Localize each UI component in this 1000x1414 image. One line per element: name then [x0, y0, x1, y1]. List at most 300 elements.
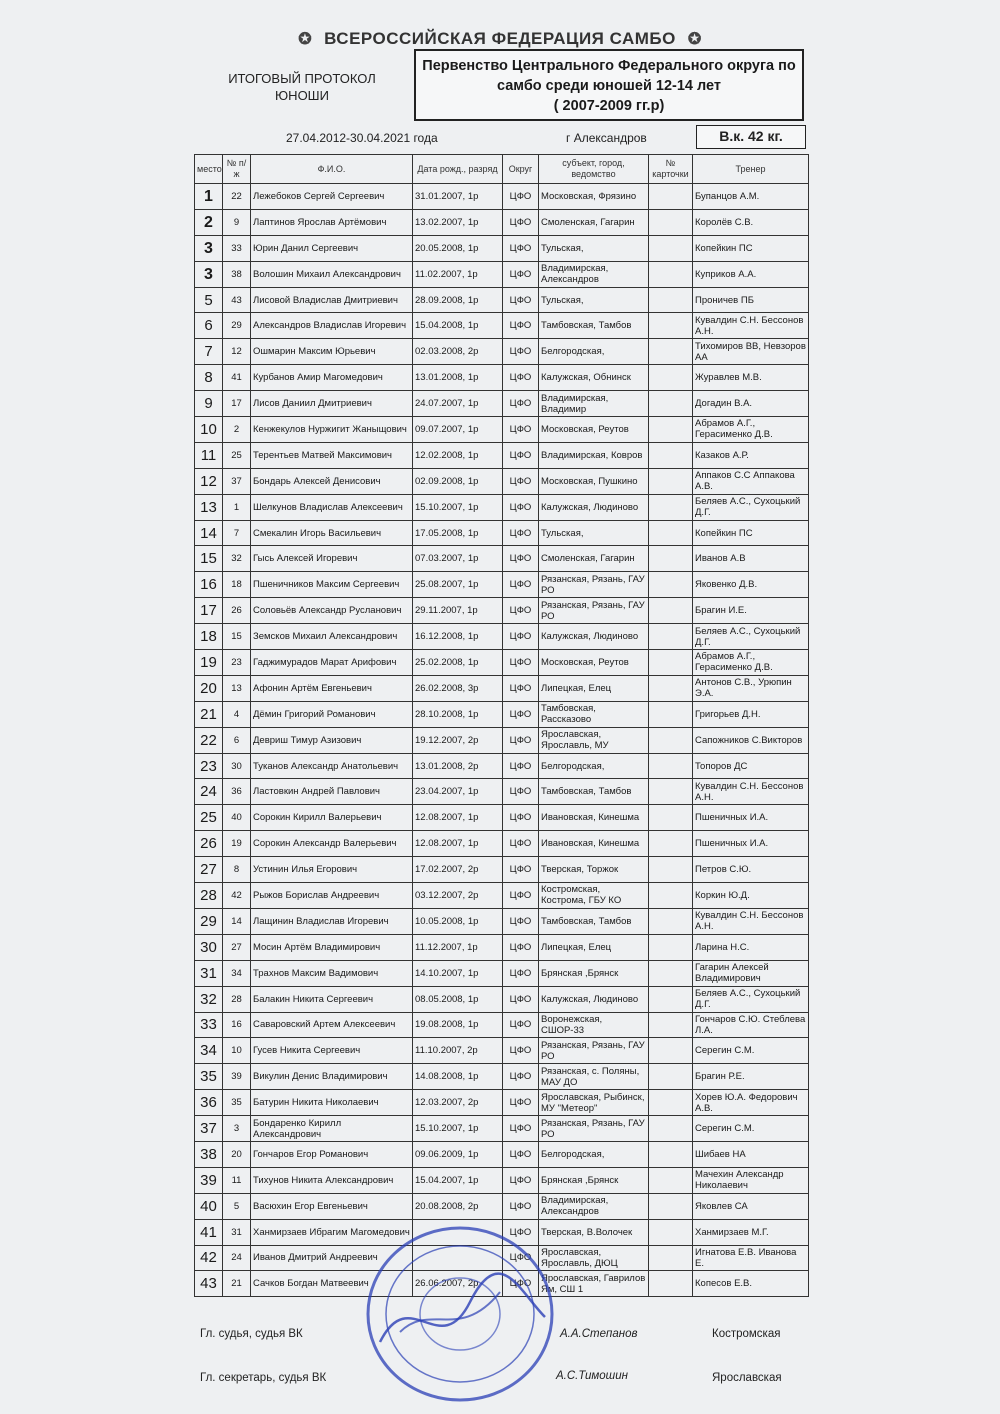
place-cell: 10	[195, 417, 223, 443]
number-cell: 24	[223, 1245, 251, 1271]
card-cell	[649, 494, 693, 520]
col-header-birth: Дата рожд., разряд	[413, 155, 503, 184]
name-cell: Тихунов Никита Александрович	[251, 1167, 413, 1193]
championship-line-2: самбо среди юношей 12-14 лет	[496, 78, 721, 94]
number-cell: 4	[223, 701, 251, 727]
coach-cell: Брагин И.Е.	[693, 598, 809, 624]
name-cell: Викулин Денис Владимирович	[251, 1064, 413, 1090]
region-cell: Московская, Реутов	[539, 417, 649, 443]
okrug-cell: ЦФО	[503, 184, 539, 210]
region-cell: Московская, Фрязино	[539, 184, 649, 210]
place-cell: 19	[195, 650, 223, 676]
coach-cell: Шибаев НА	[693, 1141, 809, 1167]
name-cell: Девриш Тимур Азизович	[251, 727, 413, 753]
region-cell: Калужская, Обнинск	[539, 365, 649, 391]
table-row	[195, 494, 809, 520]
number-cell: 27	[223, 934, 251, 960]
name-cell: Лисов Даниил Дмитриевич	[251, 391, 413, 417]
number-cell: 30	[223, 753, 251, 779]
region-cell: Рязанская, Рязань, ГАУ РО	[539, 598, 649, 624]
chief-judge-region: Костромская	[712, 1328, 781, 1340]
birth-cell: 14.08.2008, 1р	[413, 1064, 503, 1090]
number-cell: 31	[223, 1219, 251, 1245]
number-cell: 17	[223, 391, 251, 417]
number-cell: 29	[223, 313, 251, 339]
number-cell: 14	[223, 908, 251, 934]
birth-cell: 12.03.2007, 2р	[413, 1090, 503, 1116]
table-row	[195, 572, 809, 598]
name-cell: Саваровский Артем Алексеевич	[251, 1012, 413, 1038]
place-cell: 41	[195, 1219, 223, 1245]
card-cell	[649, 986, 693, 1012]
birth-cell: 12.08.2007, 1р	[413, 805, 503, 831]
number-cell: 6	[223, 727, 251, 753]
coach-cell: Копесов Е.В.	[693, 1271, 809, 1297]
name-cell: Кенжекулов Нуржигит Жаныщович	[251, 417, 413, 443]
card-cell	[649, 1116, 693, 1142]
place-cell: 16	[195, 572, 223, 598]
secretary-label: Гл. секретарь, судья ВК	[200, 1372, 327, 1384]
name-cell: Смекалин Игорь Васильевич	[251, 520, 413, 546]
okrug-cell: ЦФО	[503, 261, 539, 287]
place-cell: 12	[195, 468, 223, 494]
name-cell: Бондарь Алексей Денисович	[251, 468, 413, 494]
number-cell: 7	[223, 520, 251, 546]
card-cell	[649, 209, 693, 235]
place-cell: 15	[195, 546, 223, 572]
birth-cell: 17.05.2008, 1р	[413, 520, 503, 546]
okrug-cell: ЦФО	[503, 365, 539, 391]
region-cell: Владимирская, Ковров	[539, 442, 649, 468]
number-cell: 37	[223, 468, 251, 494]
coach-cell: Абрамов А.Г., Герасименко Д.В.	[693, 417, 809, 443]
table-row	[195, 986, 809, 1012]
number-cell: 33	[223, 235, 251, 261]
okrug-cell: ЦФО	[503, 235, 539, 261]
name-cell: Рыжов Борислав Андреевич	[251, 883, 413, 909]
birth-cell: 13.01.2008, 1р	[413, 365, 503, 391]
table-row	[195, 1167, 809, 1193]
place-cell: 26	[195, 831, 223, 857]
region-cell: Тульская,	[539, 235, 649, 261]
number-cell: 36	[223, 779, 251, 805]
okrug-cell: ЦФО	[503, 986, 539, 1012]
table-row	[195, 624, 809, 650]
name-cell: Мосин Артём Владимирович	[251, 934, 413, 960]
coach-cell: Топоров ДС	[693, 753, 809, 779]
region-cell: Ивановская, Кинешма	[539, 805, 649, 831]
okrug-cell: ЦФО	[503, 494, 539, 520]
okrug-cell: ЦФО	[503, 624, 539, 650]
card-cell	[649, 1167, 693, 1193]
birth-cell: 13.01.2008, 2р	[413, 753, 503, 779]
region-cell: Ивановская, Кинешма	[539, 831, 649, 857]
number-cell: 9	[223, 209, 251, 235]
card-cell	[649, 831, 693, 857]
card-cell	[649, 184, 693, 210]
coach-cell: Гончаров С.Ю. Стеблева Л.А.	[693, 1012, 809, 1038]
birth-cell: 02.03.2008, 2р	[413, 339, 503, 365]
table-row	[195, 261, 809, 287]
card-cell	[649, 1193, 693, 1219]
card-cell	[649, 572, 693, 598]
table-row	[195, 701, 809, 727]
number-cell: 26	[223, 598, 251, 624]
table-row	[195, 857, 809, 883]
place-cell: 14	[195, 520, 223, 546]
region-cell: Тамбовская, Рассказово	[539, 701, 649, 727]
birth-cell: 29.11.2007, 1р	[413, 598, 503, 624]
okrug-cell: ЦФО	[503, 857, 539, 883]
number-cell: 28	[223, 986, 251, 1012]
number-cell: 34	[223, 960, 251, 986]
birth-cell: 07.03.2007, 1р	[413, 546, 503, 572]
okrug-cell: ЦФО	[503, 1038, 539, 1064]
region-cell: Белгородская,	[539, 1141, 649, 1167]
birth-cell: 25.08.2007, 1р	[413, 572, 503, 598]
okrug-cell: ЦФО	[503, 960, 539, 986]
results-table-body	[195, 184, 809, 1297]
place-cell: 3	[195, 261, 223, 287]
birth-cell: 16.12.2008, 1р	[413, 624, 503, 650]
coach-cell: Серегин С.М.	[693, 1038, 809, 1064]
place-cell: 5	[195, 287, 223, 313]
name-cell: Трахнов Максим Вадимович	[251, 960, 413, 986]
okrug-cell: ЦФО	[503, 753, 539, 779]
region-cell: Московская, Пушкино	[539, 468, 649, 494]
region-cell: Липецкая, Елец	[539, 675, 649, 701]
coach-cell: Мачехин Александр Николаевич	[693, 1167, 809, 1193]
table-row	[195, 960, 809, 986]
table-row	[195, 1116, 809, 1142]
region-cell: Ярославская, Гаврилов Ям, СШ 1	[539, 1271, 649, 1297]
region-cell: Калужская, Людиново	[539, 494, 649, 520]
coach-cell: Кувалдин С.Н. Бессонов А.Н.	[693, 908, 809, 934]
number-cell: 41	[223, 365, 251, 391]
okrug-cell: ЦФО	[503, 313, 539, 339]
region-cell: Тульская,	[539, 520, 649, 546]
birth-cell: 15.10.2007, 1р	[413, 494, 503, 520]
table-row	[195, 598, 809, 624]
name-cell: Соловьёв Александр Русланович	[251, 598, 413, 624]
card-cell	[649, 805, 693, 831]
okrug-cell: ЦФО	[503, 1141, 539, 1167]
name-cell: Лисовой Владислав Дмитриевич	[251, 287, 413, 313]
secretary-name: А.С.Тимошин	[556, 1370, 628, 1382]
col-header-card: № карточки	[649, 155, 693, 184]
secretary-region: Ярославская	[712, 1372, 782, 1384]
region-cell: Тамбовская, Тамбов	[539, 779, 649, 805]
region-cell: Тверская, В.Волочек	[539, 1219, 649, 1245]
card-cell	[649, 779, 693, 805]
birth-cell: 26.06.2007, 2р	[413, 1271, 503, 1297]
place-cell: 28	[195, 883, 223, 909]
birth-cell: 20.08.2008, 2р	[413, 1193, 503, 1219]
okrug-cell: ЦФО	[503, 1219, 539, 1245]
championship-title-box	[414, 49, 804, 121]
place-cell: 18	[195, 624, 223, 650]
okrug-cell: ЦФО	[503, 209, 539, 235]
birth-cell: 09.07.2007, 1р	[413, 417, 503, 443]
col-header-region: субъект, город, ведомство	[539, 155, 649, 184]
okrug-cell: ЦФО	[503, 1012, 539, 1038]
card-cell	[649, 598, 693, 624]
table-row	[195, 831, 809, 857]
protocol-category: ЮНОШИ	[275, 88, 329, 103]
coach-cell: Аппаков С.С Аппакова А.В.	[693, 468, 809, 494]
region-cell: Костромская, Кострома, ГБУ КО	[539, 883, 649, 909]
name-cell: Лаптинов Ярослав Артёмович	[251, 209, 413, 235]
region-cell: Ярославская, Рыбинск, МУ "Метеор"	[539, 1090, 649, 1116]
birth-cell: 02.09.2008, 1р	[413, 468, 503, 494]
okrug-cell: ЦФО	[503, 442, 539, 468]
name-cell: Курбанов Амир Магомедович	[251, 365, 413, 391]
region-cell: Рязанская, Рязань, ГАУ РО	[539, 1038, 649, 1064]
place-cell: 11	[195, 442, 223, 468]
okrug-cell: ЦФО	[503, 1245, 539, 1271]
table-row	[195, 727, 809, 753]
region-cell: Брянская ,Брянск	[539, 960, 649, 986]
place-cell: 24	[195, 779, 223, 805]
card-cell	[649, 391, 693, 417]
coach-cell: Королёв С.В.	[693, 209, 809, 235]
place-cell: 29	[195, 908, 223, 934]
okrug-cell: ЦФО	[503, 417, 539, 443]
card-cell	[649, 1012, 693, 1038]
official-stamp	[360, 1222, 560, 1407]
region-cell: Владимирская, Владимир	[539, 391, 649, 417]
name-cell: Терентьев Матвей Максимович	[251, 442, 413, 468]
name-cell: Гаджимурадов Марат Арифович	[251, 650, 413, 676]
okrug-cell: ЦФО	[503, 727, 539, 753]
card-cell	[649, 468, 693, 494]
name-cell: Земсков Михаил Александрович	[251, 624, 413, 650]
coach-cell: Копейкин ПС	[693, 520, 809, 546]
name-cell: Туканов Александр Анатольевич	[251, 753, 413, 779]
name-cell: Васюхин Егор Евгеньевич	[251, 1193, 413, 1219]
name-cell: Ошмарин Максим Юрьевич	[251, 339, 413, 365]
weight-category: В.к. 42 кг.	[696, 125, 806, 149]
table-row	[195, 235, 809, 261]
card-cell	[649, 1090, 693, 1116]
region-cell: Тульская,	[539, 287, 649, 313]
col-header-place: место	[195, 155, 223, 184]
name-cell: Ластовкин Андрей Павлович	[251, 779, 413, 805]
name-cell: Гусев Никита Сергеевич	[251, 1038, 413, 1064]
chief-judge-name: А.А.Степанов	[560, 1328, 638, 1340]
okrug-cell: ЦФО	[503, 572, 539, 598]
name-cell: Сачков Богдан Матвеевич	[251, 1271, 413, 1297]
place-cell: 13	[195, 494, 223, 520]
okrug-cell: ЦФО	[503, 883, 539, 909]
birth-cell: 15.04.2008, 1р	[413, 313, 503, 339]
name-cell: Волошин Михаил Александрович	[251, 261, 413, 287]
number-cell: 11	[223, 1167, 251, 1193]
place-cell: 38	[195, 1141, 223, 1167]
championship-line-1: Первенство Центрального Федерального округа по	[422, 58, 796, 74]
table-row	[195, 1141, 809, 1167]
card-cell	[649, 727, 693, 753]
okrug-cell: ЦФО	[503, 675, 539, 701]
place-cell: 7	[195, 339, 223, 365]
table-row	[195, 1090, 809, 1116]
card-cell	[649, 313, 693, 339]
table-row	[195, 779, 809, 805]
card-cell	[649, 365, 693, 391]
card-cell	[649, 1038, 693, 1064]
card-cell	[649, 442, 693, 468]
birth-cell: 12.02.2008, 1р	[413, 442, 503, 468]
birth-cell: 15.04.2007, 1р	[413, 1167, 503, 1193]
card-cell	[649, 701, 693, 727]
number-cell: 42	[223, 883, 251, 909]
results-table	[194, 154, 809, 1297]
federation-title	[280, 27, 720, 51]
coach-cell: Хорев Ю.А. Федорович А.В.	[693, 1090, 809, 1116]
coach-cell: Серегин С.М.	[693, 1116, 809, 1142]
number-cell: 16	[223, 1012, 251, 1038]
name-cell: Афонин Артём Евгеньевич	[251, 675, 413, 701]
card-cell	[649, 624, 693, 650]
place-cell: 30	[195, 934, 223, 960]
table-row	[195, 209, 809, 235]
place-cell: 36	[195, 1090, 223, 1116]
coach-cell: Антонов С.В., Урюпин Э.А.	[693, 675, 809, 701]
place-cell: 25	[195, 805, 223, 831]
card-cell	[649, 261, 693, 287]
coach-cell: Ханмирзаев М.Г.	[693, 1219, 809, 1245]
birth-cell: 08.05.2008, 1р	[413, 986, 503, 1012]
card-cell	[649, 960, 693, 986]
region-cell: Смоленская, Гагарин	[539, 546, 649, 572]
protocol-title: ИТОГОВЫЙ ПРОТОКОЛ	[228, 71, 376, 86]
birth-cell: 28.10.2008, 1р	[413, 701, 503, 727]
card-cell	[649, 753, 693, 779]
card-cell	[649, 1271, 693, 1297]
table-row	[195, 339, 809, 365]
number-cell: 13	[223, 675, 251, 701]
place-cell: 27	[195, 857, 223, 883]
region-cell: Московская, Реутов	[539, 650, 649, 676]
place-cell: 1	[195, 184, 223, 210]
table-row	[195, 805, 809, 831]
table-row	[195, 1193, 809, 1219]
region-cell: Воронежская, СШОР-33	[539, 1012, 649, 1038]
birth-cell: 15.10.2007, 1р	[413, 1116, 503, 1142]
table-row	[195, 753, 809, 779]
coach-cell: Ларина Н.С.	[693, 934, 809, 960]
number-cell: 10	[223, 1038, 251, 1064]
region-cell: Белгородская,	[539, 753, 649, 779]
place-cell: 22	[195, 727, 223, 753]
region-cell: Владимирская, Александров	[539, 261, 649, 287]
region-cell: Тверская, Торжок	[539, 857, 649, 883]
card-cell	[649, 883, 693, 909]
region-cell: Брянская ,Брянск	[539, 1167, 649, 1193]
place-cell: 21	[195, 701, 223, 727]
region-cell: Смоленская, Гагарин	[539, 209, 649, 235]
coach-cell: Беляев А.С., Сухоцький Д.Г.	[693, 494, 809, 520]
card-cell	[649, 675, 693, 701]
number-cell: 38	[223, 261, 251, 287]
name-cell: Ханмирзаев Ибрагим Магомедович	[251, 1219, 413, 1245]
card-cell	[649, 934, 693, 960]
birth-cell: 13.02.2007, 1р	[413, 209, 503, 235]
place-cell: 33	[195, 1012, 223, 1038]
coach-cell: Бупанцов А.М.	[693, 184, 809, 210]
region-cell: Тамбовская, Тамбов	[539, 313, 649, 339]
number-cell: 39	[223, 1064, 251, 1090]
col-header-number: № п/ж	[223, 155, 251, 184]
table-row	[195, 313, 809, 339]
number-cell: 21	[223, 1271, 251, 1297]
place-cell: 39	[195, 1167, 223, 1193]
place-cell: 20	[195, 675, 223, 701]
event-city: г Александров	[566, 131, 647, 145]
birth-cell: 20.05.2008, 1р	[413, 235, 503, 261]
table-row	[195, 650, 809, 676]
table-row	[195, 675, 809, 701]
card-cell	[649, 857, 693, 883]
table-row	[195, 468, 809, 494]
okrug-cell: ЦФО	[503, 468, 539, 494]
coach-cell: Кувалдин С.Н. Бессонов А.Н.	[693, 313, 809, 339]
okrug-cell: ЦФО	[503, 520, 539, 546]
place-cell: 23	[195, 753, 223, 779]
table-header-row	[195, 155, 809, 184]
name-cell: Лащинин Владислав Игоревич	[251, 908, 413, 934]
region-cell: Рязанская, Рязань, ГАУ РО	[539, 572, 649, 598]
region-cell: Калужская, Людиново	[539, 986, 649, 1012]
table-row	[195, 287, 809, 313]
okrug-cell: ЦФО	[503, 1271, 539, 1297]
table-row	[195, 908, 809, 934]
federation-name: ВСЕРОССИЙСКАЯ ФЕДЕРАЦИЯ САМБО	[324, 29, 676, 48]
coach-cell: Беляев А.С., Сухоцький Д.Г.	[693, 624, 809, 650]
birth-cell: 19.12.2007, 2р	[413, 727, 503, 753]
number-cell: 19	[223, 831, 251, 857]
number-cell: 2	[223, 417, 251, 443]
place-cell: 17	[195, 598, 223, 624]
table-row	[195, 883, 809, 909]
table-row	[195, 1064, 809, 1090]
col-header-coach: Тренер	[693, 155, 809, 184]
table-row	[195, 391, 809, 417]
coach-cell: Пшеничных И.А.	[693, 831, 809, 857]
card-cell	[649, 287, 693, 313]
place-cell: 6	[195, 313, 223, 339]
okrug-cell: ЦФО	[503, 908, 539, 934]
name-cell: Лежебоков Сергей Сергеевич	[251, 184, 413, 210]
coach-cell: Коркин Ю.Д.	[693, 883, 809, 909]
coach-cell: Иванов А.В	[693, 546, 809, 572]
col-header-okrug: Округ	[503, 155, 539, 184]
region-cell: Тамбовская, Тамбов	[539, 908, 649, 934]
place-cell: 43	[195, 1271, 223, 1297]
okrug-cell: ЦФО	[503, 1193, 539, 1219]
coach-cell: Тихомиров ВВ, Невзоров АА	[693, 339, 809, 365]
number-cell: 15	[223, 624, 251, 650]
number-cell: 8	[223, 857, 251, 883]
coach-cell: Брагин Р.Е.	[693, 1064, 809, 1090]
number-cell: 40	[223, 805, 251, 831]
birth-cell: 11.02.2007, 1р	[413, 261, 503, 287]
region-cell: Рязанская, с. Поляны, МАУ ДО	[539, 1064, 649, 1090]
table-row	[195, 442, 809, 468]
star-icon: ✪	[687, 31, 702, 48]
okrug-cell: ЦФО	[503, 598, 539, 624]
card-cell	[649, 1219, 693, 1245]
